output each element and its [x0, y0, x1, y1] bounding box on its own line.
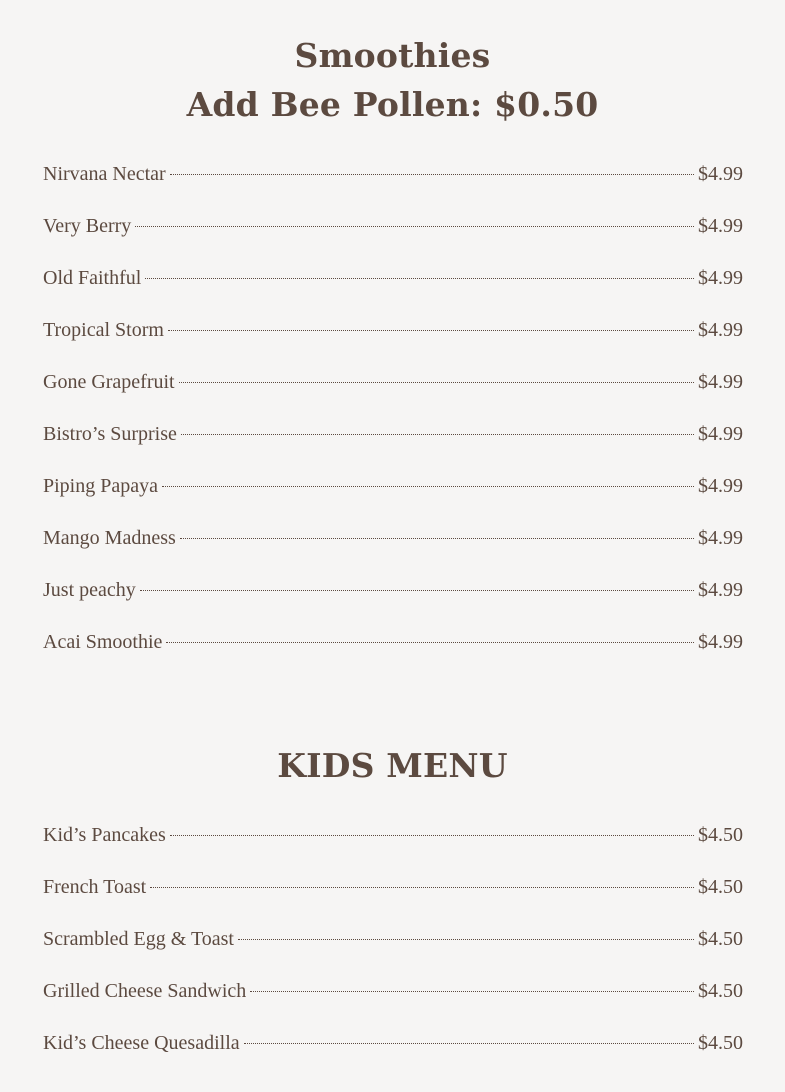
menu-item: [43, 1032, 743, 1084]
kids-menu-list: [43, 824, 743, 1084]
dot-leader: [170, 174, 694, 175]
menu-item: [43, 527, 743, 579]
menu-item: [43, 267, 743, 319]
smoothies-list: [43, 163, 743, 683]
item-name: Grilled Cheese Sandwich: [43, 980, 247, 1002]
item-price: $4.99: [698, 423, 743, 445]
item-name: French Toast: [43, 876, 147, 898]
item-price: $4.99: [698, 475, 743, 497]
item-name: Bistro’s Surprise: [43, 423, 177, 445]
dot-leader: [145, 278, 694, 279]
item-price: $4.99: [698, 579, 743, 601]
dot-leader: [238, 939, 694, 940]
menu-item: [43, 631, 743, 683]
item-name: Gone Grapefruit: [43, 371, 175, 393]
item-name: Kid’s Pancakes: [43, 824, 166, 846]
item-price: $4.50: [698, 876, 743, 898]
item-name: Kid’s Cheese Quesadilla: [43, 1032, 240, 1054]
item-price: $4.50: [698, 824, 743, 846]
item-name: Scrambled Egg & Toast: [43, 928, 234, 950]
item-price: $4.50: [698, 1032, 743, 1054]
menu-item: [43, 980, 743, 1032]
item-price: $4.50: [698, 980, 743, 1002]
menu-item: [43, 319, 743, 371]
menu-item: [43, 371, 743, 423]
dot-leader: [250, 991, 694, 992]
item-price: $4.99: [698, 527, 743, 549]
menu-item: [43, 579, 743, 631]
menu-item: [43, 928, 743, 980]
dot-leader: [135, 226, 694, 227]
item-name: Very Berry: [43, 215, 132, 237]
item-name: Mango Madness: [43, 527, 176, 549]
dot-leader: [140, 590, 694, 591]
item-price: $4.99: [698, 319, 743, 341]
item-price: $4.99: [698, 371, 743, 393]
item-price: $4.99: [698, 215, 743, 237]
menu-item: [43, 163, 743, 215]
dot-leader: [168, 330, 694, 331]
item-price: $4.99: [698, 267, 743, 289]
dot-leader: [150, 887, 694, 888]
dot-leader: [166, 642, 694, 643]
kids-menu-title: KIDS MENU: [277, 746, 508, 785]
item-name: Just peachy: [43, 579, 136, 601]
item-name: Old Faithful: [43, 267, 142, 289]
item-price: $4.99: [698, 163, 743, 185]
item-name: Piping Papaya: [43, 475, 158, 497]
dot-leader: [162, 486, 694, 487]
menu-item: [43, 215, 743, 267]
item-name: Acai Smoothie: [43, 631, 163, 653]
dot-leader: [244, 1043, 694, 1044]
item-price: $4.99: [698, 631, 743, 653]
dot-leader: [181, 434, 694, 435]
smoothies-title: Smoothies: [294, 36, 491, 75]
smoothies-header: [0, 34, 785, 132]
item-name: Nirvana Nectar: [43, 163, 166, 185]
dot-leader: [170, 835, 694, 836]
menu-item: [43, 423, 743, 475]
item-name: Tropical Storm: [43, 319, 164, 341]
item-price: $4.50: [698, 928, 743, 950]
smoothies-subtitle: Add Bee Pollen: $0.50: [186, 85, 599, 124]
dot-leader: [179, 382, 694, 383]
dot-leader: [180, 538, 694, 539]
menu-item: [43, 475, 743, 527]
menu-item: [43, 876, 743, 928]
menu-item: [43, 824, 743, 876]
